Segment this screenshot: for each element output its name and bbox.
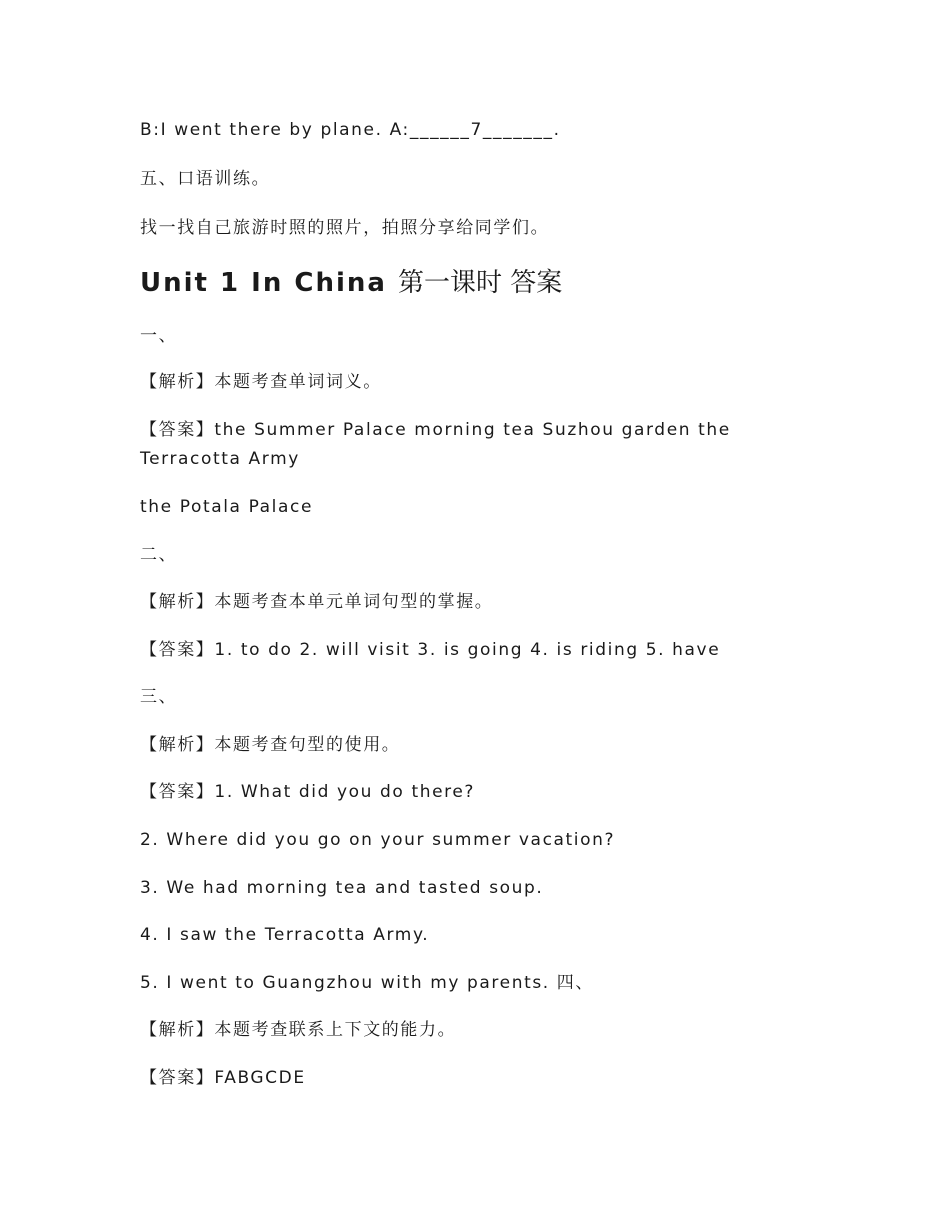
section-three-answer-2: 2. Where did you go on your summer vacation? [140,830,616,850]
section-two-answer: 【答案】1. to do 2. will visit 3. is going 4. is riding 5. have [140,640,721,660]
section-three-label: 三、 [140,687,178,707]
page-title [140,262,562,299]
title-english: Unit 1 In China [140,268,387,298]
section-five-instruction: 找一找自己旅游时照的照片，拍照分享给同学们。 [140,218,550,238]
section-three-answer-4: 4. I saw the Terracotta Army. [140,925,430,945]
section-one-label: 一、 [140,326,178,346]
section-one-answer: 【答案】the Summer Palace morning tea Suzhou garden the Terracotta Army [140,420,731,469]
section-three-answer-3: 3. We had morning tea and tasted soup. [140,878,544,898]
title-chinese: 第一课时 答案 [398,268,563,298]
section-two-label: 二、 [140,545,178,565]
section-one-analysis: 【解析】本题考查单词词义。 [140,372,382,392]
section-two-analysis: 【解析】本题考查本单元单词句型的掌握。 [140,592,494,612]
dialogue-line: B:I went there by plane. A:______7_______. [140,120,561,140]
section-five-title: 五、口语训练。 [140,169,271,189]
section-three-answer-5: 5. I went to Guangzhou with my parents. 四、 [140,973,595,993]
section-four-analysis: 【解析】本题考查联系上下文的能力。 [140,1020,457,1040]
section-one-answer-continued: the Potala Palace [140,497,314,517]
section-three-analysis: 【解析】本题考查句型的使用。 [140,735,401,755]
section-three-answer-1: 【答案】1. What did you do there? [140,782,476,802]
section-four-answer: 【答案】FABGCDE [140,1068,306,1088]
